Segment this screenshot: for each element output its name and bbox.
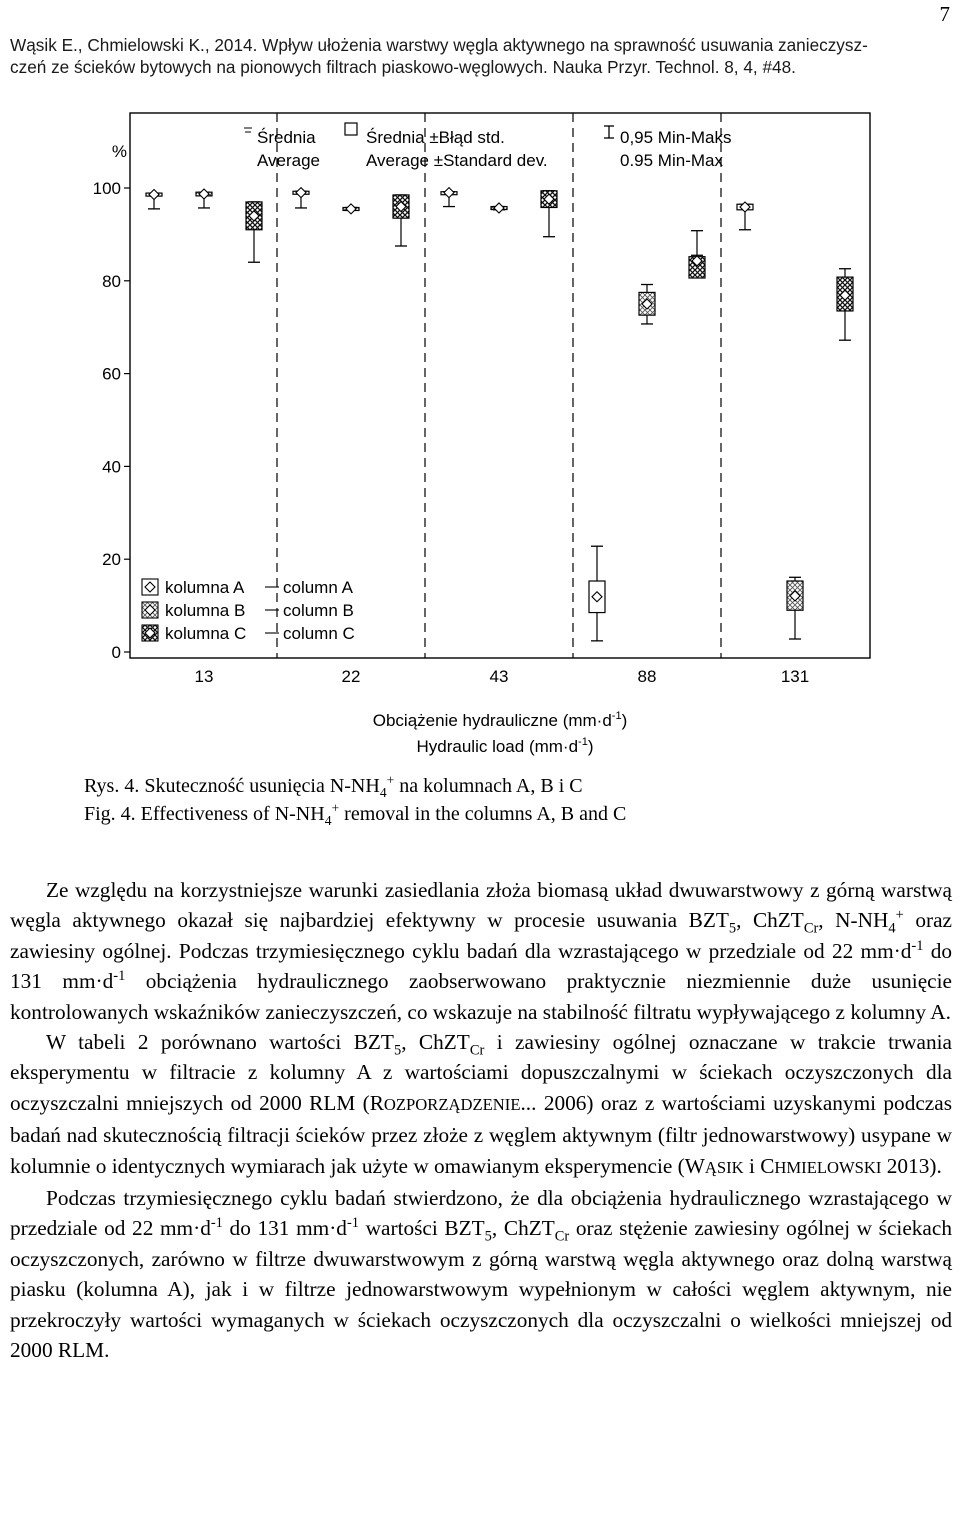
caption-pl-sub: 4 (379, 785, 387, 800)
p3-text-b: do 131 mm·d (222, 1216, 347, 1241)
box-kolumna-c-88 (689, 231, 705, 278)
p2-text-f: 2013). (881, 1153, 942, 1178)
p3-sub-4: Cr (554, 1228, 570, 1245)
p3-text-e: oraz stężenie zawiesiny ogólnej w ściekach oczyszczonych, zarówno w filtrze dwuwarstwowym z górną warstwą węgla aktywnego oraz dolną warstwą piasku (kolumna A), jak i w filtrze jednowarstwowym wypełnionym w całości węglem aktywnym, nie przekroczyły wartości wymaganych w ściekach oczyszczonych dla oczyszczalni o wielkości mniejszej od 2000 RLM. (10, 1216, 952, 1363)
x-tick-label: 131 (780, 667, 810, 686)
legend-mean-symbol (244, 128, 252, 132)
caption-en-sup: + (331, 800, 340, 816)
p1-text-a: Ze względu na korzystniejsze warunki zasiedlania złoża biomasą układ dwuwarstwowy z górną warstwą węgla aktywnego okazał się najbardziej efektywny w procesie usuwania BZT (10, 878, 952, 933)
mean-marker (494, 203, 504, 213)
legend-top (244, 123, 731, 170)
box-kolumna-b-131 (787, 577, 803, 639)
y-tick-label: 80 (102, 271, 121, 291)
y-axis-unit: % (111, 142, 127, 161)
header-line-1: Wąsik E., Chmielowski K., 2014. Wpływ ułożenia warstwy węgla aktywnego na sprawność usuwania zanieczysz- (10, 35, 868, 55)
header-line-2: czeń ze ścieków bytowych na pionowych filtrach piaskowo-węglowych. Nauka Przyr. Technol. 8, 4, #48. (10, 57, 796, 77)
legend-range-en: 0.95 Min-Max (620, 151, 723, 170)
p3-sub-3: 5 (484, 1228, 492, 1245)
x-axis-title-pl (373, 710, 628, 730)
p1-sub-2: Cr (803, 920, 819, 937)
box-kolumna-a-131 (737, 202, 753, 230)
y-tick-label: 100 (92, 179, 121, 198)
mean-marker (149, 189, 159, 199)
p1-text-e: do 131 mm·d (10, 938, 952, 994)
legend-label-pl: kolumna A (165, 578, 245, 597)
p1-text-c: , N-NH (818, 908, 889, 933)
legend-mean-pl: Średnia (257, 128, 316, 147)
caption-en (84, 800, 626, 828)
p2-text-d: ... 2006) oraz z wartościami uzyskanymi podczas badań nad skutecznością filtracji ścieków przez złoże z węglem aktywnym (filtr jednowarstwowy) usypane w kolumnie o identycznych wymiarach jak użyte w omawianym eksperymencie (W (10, 1090, 952, 1178)
box-kolumna-a-22 (293, 188, 309, 208)
box-kolumna-b-88 (639, 285, 655, 324)
p2-text-a: W tabeli 2 porównano wartości BZT (46, 1030, 394, 1055)
box-kolumna-b-22 (343, 204, 359, 214)
legend-label-pl: kolumna B (165, 601, 246, 620)
x-axis (195, 667, 810, 686)
p1-text-d: oraz zawiesiny ogólnej. Podczas trzymiesięcznego cyklu badań dla wzrastającego w przedziale od 22 mm·d (10, 908, 952, 963)
x-tick-label: 43 (489, 667, 509, 686)
p1-sub-1: 5 (728, 920, 737, 937)
legend-se-pl: Średnia ±Błąd std. (366, 128, 505, 147)
caption-pl-text: Rys. 4. Skuteczność usunięcia N-NH (84, 775, 380, 797)
p2-text-e: i C (743, 1153, 775, 1178)
caption-en-sub: 4 (324, 813, 332, 828)
p3-text-d: , ChZT (491, 1216, 555, 1241)
box-kolumna-a-43 (441, 188, 457, 207)
x-tick-label: 22 (341, 667, 361, 686)
legend-label-en: column C (283, 624, 355, 643)
legend-item-0 (142, 578, 354, 597)
box-kolumna-b-43 (491, 203, 507, 213)
legend-label-pl: kolumna C (165, 624, 247, 643)
box-kolumna-a-13 (146, 189, 162, 208)
x-tick-label: 88 (637, 667, 657, 686)
p2-sub-1: 5 (393, 1042, 402, 1059)
caption-en-text: Fig. 4. Effectiveness of N-NH (84, 803, 325, 825)
x-axis-title-en-text: Hydraulic load (mm·d (416, 737, 579, 756)
p2-text-c: i zawiesiny ogólnej oznaczane w trakcie trwania eksperymentu w filtracie z kolumny A z wartościami dopuszczalnymi w ściekach oczyszczonych dla oczyszczalni mniejszych od 2000 RLM (R (10, 1030, 952, 1115)
mean-marker (740, 202, 750, 212)
legend-range-pl: 0,95 Min-Maks (620, 128, 732, 147)
caption-pl-suffix: na kolumnach A, B i C (394, 775, 583, 797)
y-tick-label: 20 (102, 550, 121, 570)
box-kolumna-c-131 (837, 269, 853, 340)
y-tick-label: 40 (102, 457, 121, 477)
p3-text-a: Podczas trzymiesięcznego cyklu badań stwierdzono, że dla obciążenia hydraulicznego wzrastającego w przedziale od 22 mm·d (10, 1186, 952, 1241)
legend-se-en: Average ±Standard dev. (366, 151, 548, 170)
box-kolumna-c-43 (541, 191, 557, 237)
p1-sup-5: -1 (113, 968, 126, 985)
mean-marker (199, 189, 209, 199)
mean-marker (296, 188, 306, 198)
caption-pl-sup: + (386, 772, 395, 788)
plot-frame (130, 113, 870, 658)
x-tick-label: 13 (194, 667, 214, 686)
x-axis-title-pl-exp: -1 (611, 710, 622, 722)
paragraph-2 (10, 1027, 952, 1183)
legend-range-symbol (604, 126, 614, 138)
y-tick-label: 0 (111, 643, 121, 662)
legend-label-en: column A (283, 578, 353, 597)
paragraph-3 (10, 1183, 952, 1365)
x-axis-title-pl-close: ) (621, 711, 628, 730)
figure-caption (84, 772, 626, 828)
x-axis-title-en (417, 736, 594, 756)
legend-item-1 (142, 601, 354, 620)
box-series (146, 188, 853, 641)
p3-sup-2: -1 (346, 1215, 360, 1232)
legend-se-symbol (345, 123, 357, 135)
p3-sup-1: -1 (210, 1215, 223, 1232)
mean-marker (444, 188, 454, 198)
caption-en-suffix: removal in the columns A, B and C (339, 803, 627, 825)
box-kolumna-c-22 (393, 195, 409, 246)
box-kolumna-c-13 (246, 202, 262, 262)
x-axis-title-pl-text: Obciążenie hydrauliczne (mm·d (372, 711, 612, 730)
mean-marker (346, 204, 356, 214)
p1-sup-3: + (895, 907, 904, 924)
p1-text-f: obciążenia hydraulicznego zaobserwowano praktycznie niezmiennie duże usunięcie kontrolowanych wskaźników zanieczyszczeń, co wskazuje na stabilność filtratu wypływającego z kolumny A. (10, 969, 952, 1024)
y-axis (93, 179, 130, 662)
p1-sub-3: 4 (888, 920, 896, 937)
legend-item-2 (142, 624, 355, 643)
x-axis-title-en-exp: -1 (578, 736, 588, 748)
body-text (10, 875, 952, 1366)
p2-smallcaps-1: OZPORZĄDZENIE (383, 1094, 521, 1114)
caption-pl (84, 772, 626, 800)
p3-text-c: wartości BZT (359, 1216, 485, 1241)
box-kolumna-a-88 (589, 546, 605, 641)
page-number: 7 (939, 2, 950, 26)
p2-smallcaps-3: HMIELOWSKI (774, 1157, 882, 1177)
paragraph-1 (10, 875, 952, 1027)
legend-label-en: column B (283, 601, 354, 620)
p2-text-b: , ChZT (401, 1030, 470, 1055)
p1-text-b: , ChZT (736, 908, 804, 933)
legend-mean-en: Average (257, 151, 321, 170)
category-separators (277, 113, 721, 658)
legend-bottom (142, 578, 355, 643)
y-tick-label: 60 (102, 364, 121, 384)
p2-smallcaps-2: ĄSIK (704, 1157, 744, 1177)
x-axis-title-en-close: ) (587, 737, 594, 756)
p2-sub-2: Cr (469, 1042, 485, 1059)
box-kolumna-b-13 (196, 189, 212, 208)
p1-sup-4: -1 (911, 937, 924, 954)
